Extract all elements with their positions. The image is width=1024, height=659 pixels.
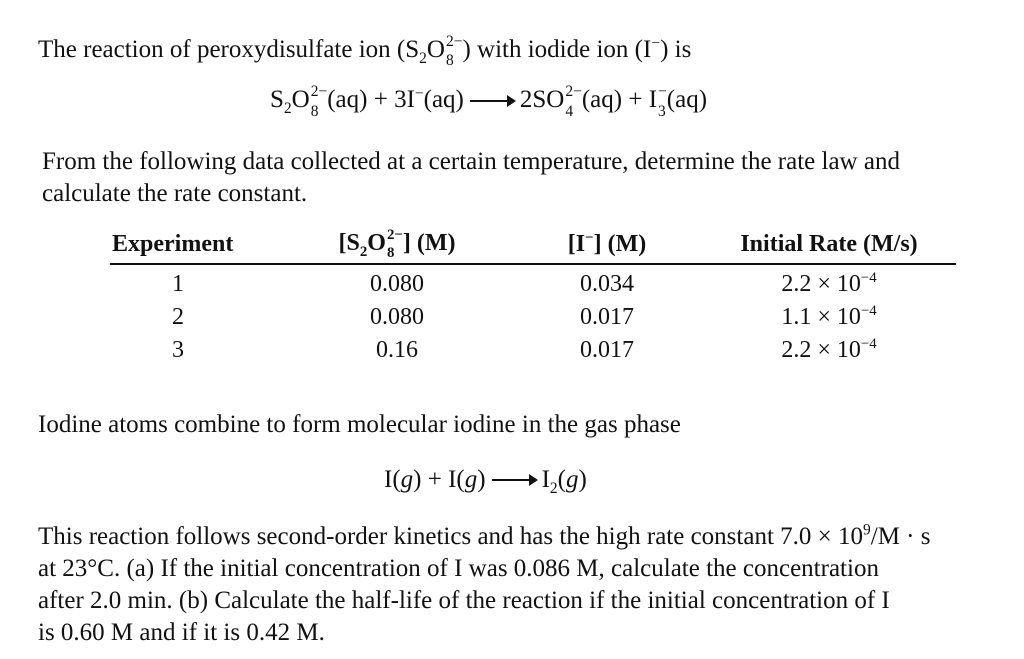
problem1-intro: The reaction of peroxydisulfate ion ($S_2O$ 2− 8 ) with iodide ion (I−) is	[38, 32, 692, 70]
cell-rate: $1.1 \times 10^{-4}$	[781, 303, 877, 331]
cell-experiment: 1	[172, 271, 184, 298]
column-header-rate: Initial Rate (M/s)	[702, 229, 956, 264]
cell-s2o8: 0.16	[376, 337, 418, 364]
cell-experiment: 2	[172, 304, 184, 331]
problem1-question-line2: calculate the rate constant.	[42, 180, 308, 207]
cell-rate: $2.2 \times 10^{-4}$	[781, 336, 877, 364]
table-row	[110, 264, 956, 301]
problem2-intro: Iodine atoms combine to form molecular iodine in the gas phase	[38, 411, 681, 438]
reaction-equation-2: I(g) + I(g) $I_2(g)$	[384, 466, 587, 497]
cell-iodide: 0.017	[580, 304, 634, 331]
problem2-line1: This reaction follows second-order kinetics and has the high rate constant $7.0 \times 10^9/M \cdot s$	[38, 521, 931, 550]
cell-iodide: 0.017	[580, 337, 634, 364]
problem2-line3: after 2.0 min. (b) Calculate the half-life of the reaction if the initial concentration of I	[38, 587, 890, 614]
table-row	[110, 334, 956, 367]
rate-data-table	[110, 226, 956, 367]
problem2-line2: at 23°C. (a) If the initial concentration of I was 0.086 M, calculate the concentration	[38, 555, 879, 582]
column-header-s2o8: [$S_2O$ 2− 8 ] (M)	[282, 229, 512, 264]
cell-s2o8: 0.080	[370, 271, 424, 298]
cell-experiment: 3	[172, 337, 184, 364]
problem2-line4: is 0.60 M and if it is 0.42 M.	[38, 619, 325, 646]
reaction-arrow	[470, 100, 514, 102]
column-header-experiment: Experiment	[110, 229, 282, 264]
column-header-iodide: [I−] (M)	[512, 229, 702, 264]
table-header-row	[110, 229, 956, 264]
reaction-equation-1: $S_2O$ 2− 8 (aq) + 3I−(aq) 2SO 2− 4 (aq) + I − 3 (aq)	[270, 83, 708, 120]
problem1-question-line1: From the following data collected at a certain temperature, determine the rate law and	[42, 148, 900, 175]
reaction-arrow	[492, 479, 536, 481]
cell-iodide: 0.034	[580, 271, 634, 298]
intro-text: The reaction of peroxydisulfate ion (S	[38, 36, 420, 63]
cell-rate: $2.2 \times 10^{-4}$	[781, 270, 877, 298]
cell-s2o8: 0.080	[370, 304, 424, 331]
table-row	[110, 301, 956, 334]
